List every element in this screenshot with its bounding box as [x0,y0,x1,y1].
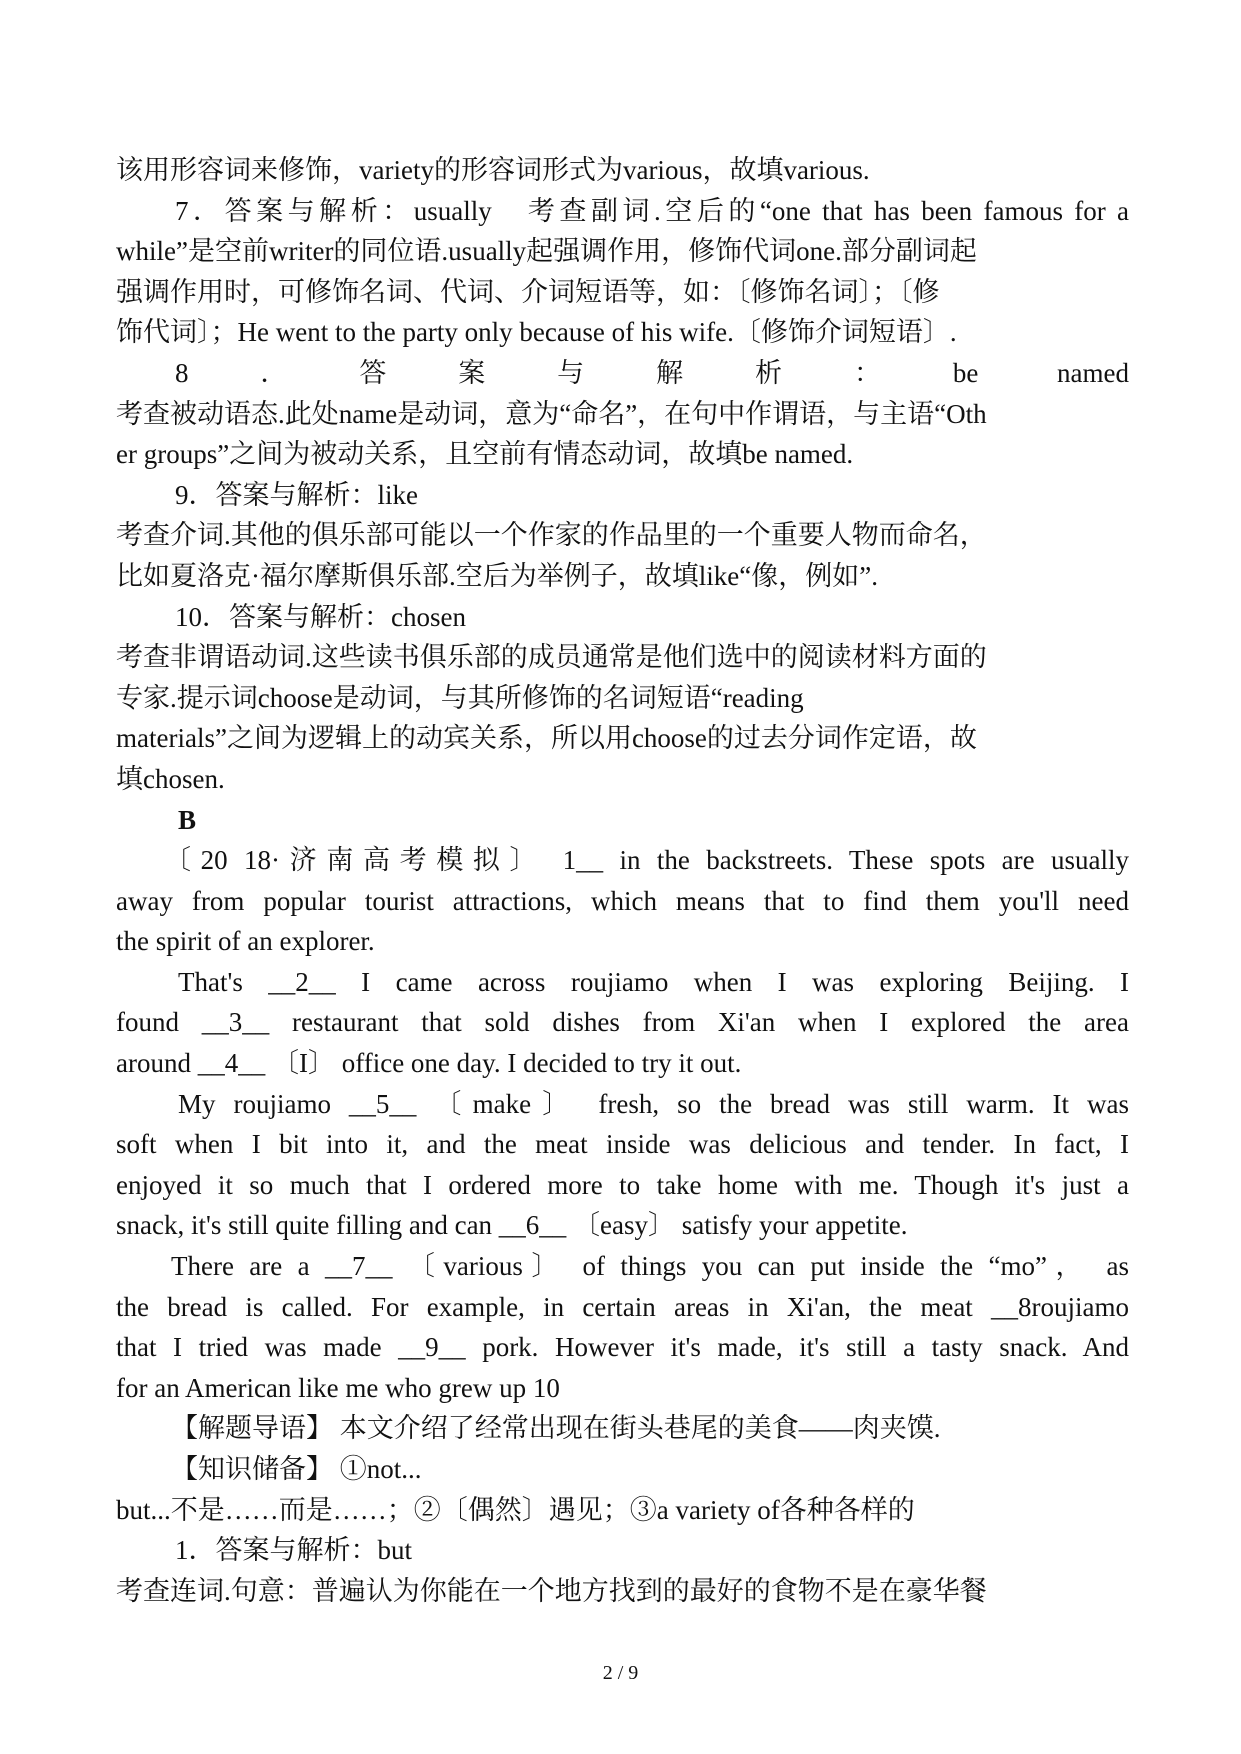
passage-line: away from popular tourist attractions, which means that to find them you'll need [116,885,1129,916]
text-line: materials”之间为逻辑上的动宾关系，所以用choose的过去分词作定语，故 [116,723,977,754]
text-line: 考查被动语态.此处name是动词，意为“命名”，在句中作谓语，与主语“Oth [116,398,987,429]
passage-line: 〔20 18·济南高考模拟〕 1__ in the backstreets. These spots are usually [164,845,1129,876]
text-line: while”是空前writer的同位语.usually起强调作用，修饰代词one.部分副词起 [116,236,977,267]
guide-line: 【解题导语】 本文介绍了经常出现在街头巷尾的美食——肉夹馍. [171,1413,941,1444]
page-number: 2 / 9 [602,1662,639,1684]
passage-line: My roujiamo __5__ 〔make〕 fresh, so the bread was still warm. It was [178,1088,1129,1119]
passage-line: the spirit of an explorer. [116,926,375,957]
answer-8-line: 8．答案与解析：be named [175,357,1129,388]
passage-line: found __3__ restaurant that sold dishes from Xi'an when I explored the area [116,1007,1129,1038]
passage-line: snack, it's still quite filling and can __6__ 〔easy〕 satisfy your appetite. [116,1210,908,1241]
section-b-heading: B [178,804,197,835]
passage-line: soft when I bit into it, and the meat inside was delicious and tender. In fact, I [116,1129,1129,1160]
text-line: 饰代词〕；He went to the party only because of his wife.〔修饰介词短语〕. [116,317,957,348]
passage-line: the bread is called. For example, in certain areas in Xi'an, the meat __8roujiamo [116,1291,1129,1322]
answer-9-line: 9．答案与解析：like [175,479,418,510]
knowledge-line: 【知识储备】 ①not... [171,1454,422,1484]
passage-line: enjoyed it so much that I ordered more to take home with me. Though it's just a [116,1169,1129,1200]
text-line: er groups”之间为被动关系，且空前有情态动词，故填be named. [116,439,854,470]
text-line: 考查连词.句意：普遍认为你能在一个地方找到的最好的食物不是在豪华餐 [116,1575,987,1606]
answer-7-line: 7．答案与解析：usually 考查副词.空后的“one that has been famous for a [175,195,1129,226]
text-line: 填chosen. [116,763,225,794]
body-text [116,150,1129,1611]
knowledge-line: but...不是……而是……；②〔偶然〕遇见；③a variety of各种各样的 [116,1494,915,1525]
passage-line: around __4__ 〔I〕 office one day. I decided to try it out. [116,1048,742,1079]
text-line: 考查非谓语动词.这些读书俱乐部的成员通常是他们选中的阅读材料方面的 [116,642,987,673]
passage-line: There are a __7__ 〔various〕 of things you can put inside the “mo”， as [171,1251,1129,1282]
passage-line: That's __2__ I came across roujiamo when I was exploring Beijing. I [178,966,1129,997]
text-line: 考查介词.其他的俱乐部可能以一个作家的作品里的一个重要人物而命名， [116,520,987,551]
text-line: 强调作用时，可修饰名词、代词、介词短语等，如：〔修饰名词〕；〔修 [116,276,940,307]
answer-10-line: 10．答案与解析：chosen [175,601,466,632]
passage-line: for an American like me who grew up 10 [116,1372,560,1403]
text-line: 比如夏洛克·福尔摩斯俱乐部.空后为举例子，故填like“像，例如”. [116,560,878,591]
text-line: 专家.提示词choose是动词，与其所修饰的名词短语“reading [116,682,804,713]
answer-1-line: 1．答案与解析：but [175,1535,413,1566]
passage-line: that I tried was made __9__ pork. However it's made, it's still a tasty snack. And [116,1332,1129,1363]
text-line: 该用形容词来修饰，variety的形容词形式为various，故填various. [116,155,870,185]
